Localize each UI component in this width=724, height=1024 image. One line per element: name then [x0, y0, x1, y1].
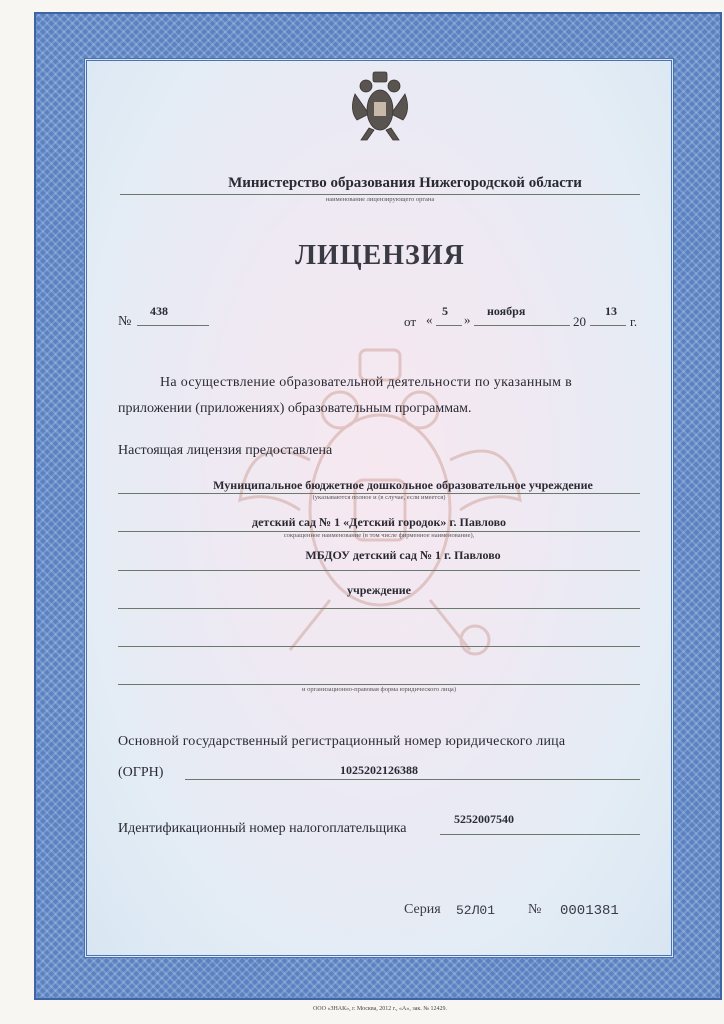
- licensee-full-name: Муниципальное бюджетное дошкольное образовательное учреждение: [213, 478, 593, 492]
- authority-underline: [120, 194, 640, 195]
- caption-short-name: сокращенное наименование (в том числе фирменное наименование),: [283, 532, 475, 539]
- ogrn-value: 1025202126388: [340, 763, 418, 777]
- inn-underline: [440, 834, 640, 835]
- issuing-authority: Министерство образования Нижегородской области: [228, 175, 582, 191]
- inn-label: Идентификационный номер налогоплательщика: [118, 821, 407, 836]
- number-underline: [137, 325, 209, 326]
- year-underline: [590, 325, 626, 326]
- date-quote-open: «: [426, 312, 433, 327]
- licensee-full-name-cont: детский сад № 1 «Детский городок» г. Павлово: [252, 515, 506, 529]
- purpose-line-1: На осуществление образовательной деятельности по указанным в: [160, 375, 572, 390]
- licensee-legal-form: учреждение: [346, 583, 412, 597]
- caption-legal-form: и организационно-правовая форма юридического лица): [302, 686, 456, 693]
- number-label: №: [118, 314, 132, 329]
- licensee-line-4: [118, 608, 640, 609]
- day-underline: [436, 325, 462, 326]
- date-from-label: от: [404, 314, 417, 329]
- purpose-line-2: приложении (приложениях) образовательным программам.: [118, 401, 472, 416]
- year-suffix: 13: [605, 304, 617, 318]
- date-quote-close: »: [464, 312, 471, 327]
- licensee-line-5: [118, 646, 640, 647]
- document-title: ЛИЦЕНЗИЯ: [295, 240, 465, 271]
- license-number: 438: [150, 304, 168, 318]
- licensee-line-6: [118, 684, 640, 685]
- month-underline: [474, 325, 570, 326]
- series-number: 0001381: [560, 903, 619, 919]
- licensee-short-name: МБДОУ детский сад № 1 г. Павлово: [305, 548, 501, 562]
- licensee-line-3: [118, 570, 640, 571]
- granted-to-label: Настоящая лицензия предоставлена: [118, 443, 333, 458]
- printer-imprint: ООО «ЗНАК», г. Москва, 2012 г., «А», зак. № 12429.: [312, 1006, 448, 1012]
- caption-full-name: (указываются полное и (в случае, если имеется): [312, 494, 446, 501]
- year-unit: г.: [630, 314, 638, 329]
- series-value: 52Л01: [456, 903, 496, 918]
- ogrn-label: Основной государственный регистрационный номер юридического лица: [118, 734, 566, 749]
- ogrn-underline: [185, 779, 640, 780]
- ogrn-label-short: (ОГРН): [118, 765, 164, 780]
- year-prefix: 20: [573, 314, 586, 329]
- series-number-label: №: [528, 902, 542, 917]
- date-day: 5: [442, 304, 448, 318]
- coat-of-arms-icon: [347, 70, 413, 142]
- authority-caption: наименование лицензирующего органа: [325, 196, 435, 203]
- series-label: Серия: [404, 902, 441, 917]
- inn-value: 5252007540: [454, 812, 514, 826]
- date-month: ноября: [487, 304, 526, 318]
